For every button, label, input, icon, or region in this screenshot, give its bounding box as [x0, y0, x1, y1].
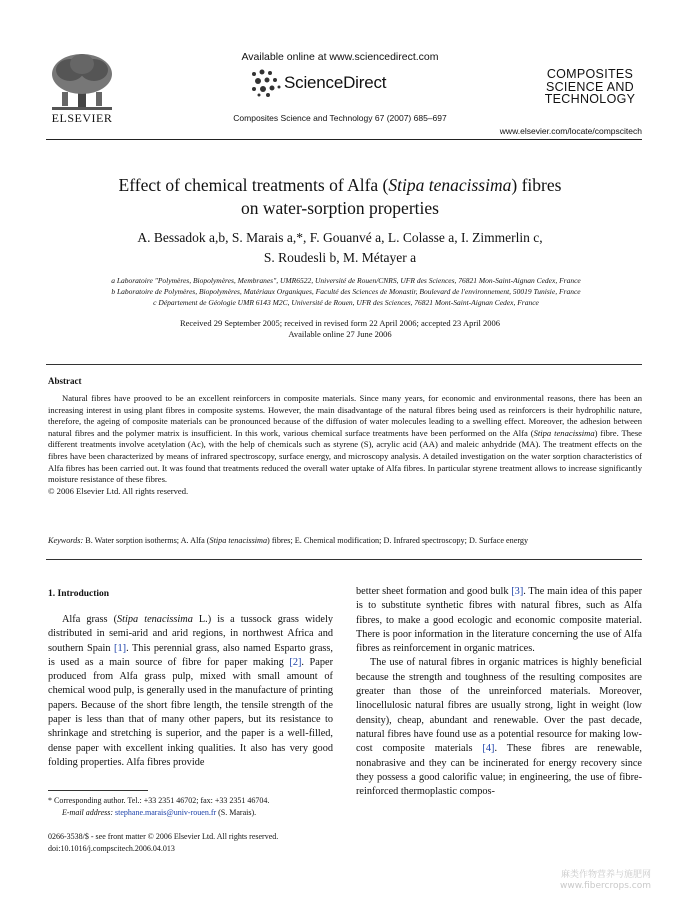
sciencedirect-dots-icon [248, 68, 284, 98]
sciencedirect-wordmark: ScienceDirect [284, 73, 387, 92]
citation-link[interactable]: [2] [289, 656, 302, 668]
journal-name-line: COMPOSITES [546, 67, 634, 81]
journal-citation: Composites Science and Technology 67 (2007) 685–697 [233, 113, 447, 123]
available-online-text: Available online at www.sciencedirect.com [241, 51, 439, 63]
header-divider [46, 139, 642, 140]
intro-right-column [356, 585, 642, 799]
journal-name-logo [535, 68, 645, 106]
authors-line-2: S. Roudesli b, M. Métayer a [263, 250, 417, 265]
abstract-heading: Abstract [48, 376, 82, 386]
site-watermark: 麻类作物营养与施肥网 www.fibercrops.com [560, 870, 651, 891]
article-title: Effect of chemical treatments of Alfa (Stipa tenacissima) fibres on water-sorption properties [118, 175, 562, 218]
affiliation-a: a Laboratoire "Polymères, Biopolymères, Membranes", UMR6522, Université de Rouen/CNRS, UFR des Sciences, 76821 Mon-Saint-Aignan Cedex, France [111, 276, 581, 285]
author-list [60, 228, 620, 268]
paragraph: The use of natural fibres in organic matrices is highly beneficial because the strength and toughness of the resulting composites are greater than those of the unreinforced materials. Moreover, linocellulosic natural fibres are usually strong, light in weight (low density), cheap, abundant and renewable. Over the past decade, natural fibres have found use as a potential resource for making low-cost composite materials [4]. These fibres are renewable, nonabrasive and they can be incinerated for energy recovery since they possess a good calorific value; in engineering, the use of fibre-reinforced thermoplastic compos- [356, 657, 642, 798]
paragraph: better sheet formation and good bulk [3]. The main idea of this paper is to substitute synthetic fibres with natural fibres, such as Alfa fibres, to make a good ecologic and economic composite material. There is poor information in the literature concerning the use of Alfa fibres as reinforcement in organic matrices. [356, 586, 642, 655]
intro-left-column: Alfa grass (Stipa tenacissima L.) is a tussock grass widely distributed in semi-arid and arid regions, in northwest Africa and southern Spain [1]. This perennial grass, also named Esparto grass, is used as a main source of fibre for paper making [2]. Paper produced from Alfa grass pulp, mixed with small amount of chemical wood pulp, is generally used in the manufacture of printing papers. Because of the short fibre length, the tensile strength of the paper is less than that of many other papers, but its resistance to shrinkage and stretching is superior, and the paper is a well-filled, dense paper with excellent inking qualities. It also has very good folding properties. Alfa fibres provide [48, 614, 333, 768]
elsevier-wordmark: ELSEVIER [51, 111, 113, 125]
available-date: Available online 27 June 2006 [288, 329, 392, 339]
abstract-text: Natural fibres have prooved to be an excellent reinforcers in composite materials. Since many years, for economic and environmental reasons, there has been an increasing interest in using plant fibres in composite systems. However, the main disadvantage of the natural fibres being used as reinforcers is their hydrophilic nature, therefore, the ageing of composite materials can be pronounced because of the diffusion of water molecules leading to a swelling effect. Moreover, the adhesion between natural fibres and the polymer matrix is insufficient. In this work, various chemical surface treatments have been performed on the Alfa (Stipa tenacissima) fibre. These different treatments involve acetylation (Ac), with the help of chemicals such as styrene (S), acrylic acid (AA) and maleic anhydride (MA). The treatment effects on the fibres have been characterized by means of infrared spectroscopy, surface energy, and microscopy analysis. A detailed investigation on the water sorption characteristics of Alfa fibres has been carried out. It was found that treatments reduced the overall water uptake of Alfa fibres. In particular styrene treatment allows to increase significantly moisture resistance of these fibres. © 2006 Elsevier Ltd. All rights reserved. [48, 393, 642, 496]
citation-link[interactable]: [3] [511, 586, 524, 597]
journal-name-line: TECHNOLOGY [544, 92, 636, 106]
section-heading-introduction: 1. Introduction [48, 589, 110, 599]
received-dates: Received 29 September 2005; received in revised form 22 April 2006; accepted 23 April 2006 [179, 318, 501, 328]
citation-link[interactable]: [1] [114, 642, 127, 654]
journal-name-line: SCIENCE AND [545, 79, 635, 94]
affiliation-c: c Département de Géologie UMR 6143 M2C, Université de Rouen, UFR des Sciences, 76821 Mont-Saint-Aignan Cedex, France [153, 298, 539, 307]
corresponding-author-footnote: * Corresponding author. Tel.: +33 2351 46702; fax: +33 2351 46704. E-mail address: stephane.marais@univ-rouen.fr (S. Marais). [48, 795, 338, 819]
article-dates [60, 318, 620, 340]
footnote-phone: * Corresponding author. Tel.: +33 2351 46702; fax: +33 2351 46704. [48, 796, 270, 805]
journal-url-link[interactable]: www.elsevier.com/locate/compscitech [499, 126, 642, 136]
elsevier-tree-logo [48, 52, 116, 112]
issn-line: 0266-3538/$ - see front matter © 2006 Elsevier Ltd. All rights reserved. [48, 832, 279, 841]
email-link[interactable]: stephane.marais@univ-rouen.fr [115, 808, 217, 817]
abstract-bottom-rule [46, 559, 642, 560]
footnote-rule [48, 790, 148, 791]
copyright-line: © 2006 Elsevier Ltd. All rights reserved. [48, 485, 189, 496]
citation-link[interactable]: [4] [482, 743, 495, 755]
front-matter-info [48, 831, 348, 854]
affiliation-b: b Laboratoire de Polymères, Biopolymères, Matériaux Organiques, Faculté des Sciences de Monastir, Boulevard de l'environnement, 50019 Tunisie, France [111, 287, 581, 296]
keywords-line: Keywords: B. Water sorption isotherms; A. Alfa (Stipa tenacissima) fibres; E. Chemical modification; D. Infrared spectroscopy; D. Surface energy [48, 536, 529, 545]
authors-line-1: A. Bessadok a,b, S. Marais a,*, F. Gouanvé a, L. Colasse a, I. Zimmerlin c, [137, 230, 543, 245]
doi-line: doi:10.1016/j.compscitech.2006.04.013 [48, 843, 175, 853]
abstract-top-rule [46, 364, 642, 365]
